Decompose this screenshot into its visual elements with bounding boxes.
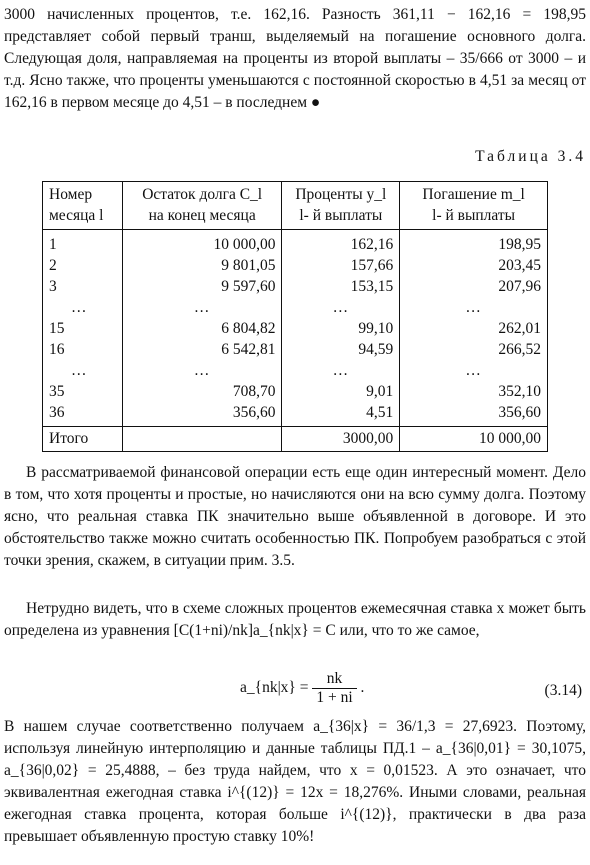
equation-fraction — [312, 670, 356, 707]
paragraph-middle: В рассматриваемой финансовой операции есть еще один интересный момент. Дело в том, что хотя проценты и простые, но начисляются они на всю сумму долга. Поэтому ясно, что реальная ставка ПК значительно выше объявленной в договоре. И это обстоятельство также можно считать особенностью ПК. Попробуем разобраться с этой точки зрения, скажем, в ситуации прим. 3.5. — [4, 464, 586, 569]
paragraph-equation-intro: Нетрудно видеть, что в схеме сложных процентов ежемесячная ставка x может быть определена из уравнения [C(1+ni)/nk]a_{nk|x} = C или, что то же самое, — [4, 600, 586, 639]
paragraph-top: 3000 начисленных процентов, т.е. 162,16. Разность 361,11 − 162,16 = 198,95 представляет собой первый транш, выделяемый на погашение основного долга. Следующая доля, направляемая на проценты из второй выплаты – 35/666 от 3000 – и т.д. Ясно также, что проценты уменьшаются с постоянной скоростью в 4,51 за месяц от 162,16 в первом месяце до 4,51 – в последнем ● — [4, 6, 586, 111]
cell-month: 35 — [43, 381, 123, 402]
header-interest: Проценты y_l — [282, 182, 400, 206]
equation-lhs: a_{nk|x} = — [240, 679, 309, 697]
table-total-row — [43, 427, 548, 452]
cell-ellipsis: … — [122, 297, 282, 318]
cell-balance: 9 801,05 — [122, 255, 282, 276]
cell-repayment: 352,10 — [400, 381, 548, 402]
header-month: Номер — [43, 182, 123, 206]
header-balance-sub: на конец месяца — [122, 205, 282, 230]
cell-balance: 9 597,60 — [122, 276, 282, 297]
cell-ellipsis: … — [282, 297, 400, 318]
table-row — [43, 276, 548, 297]
total-repayment: 10 000,00 — [400, 427, 548, 452]
table-row — [43, 255, 548, 276]
cell-month: 36 — [43, 402, 123, 427]
cell-month: 3 — [43, 276, 123, 297]
cell-interest: 99,10 — [282, 318, 400, 339]
cell-ellipsis: … — [122, 360, 282, 381]
equation-number: (3.14) — [544, 682, 582, 699]
cell-ellipsis: … — [282, 360, 400, 381]
cell-repayment: 207,96 — [400, 276, 548, 297]
cell-interest: 153,15 — [282, 276, 400, 297]
header-month-sub: месяца l — [43, 205, 123, 230]
cell-interest: 94,59 — [282, 339, 400, 360]
table-row — [43, 318, 548, 339]
header-repayment-sub: l- й выплаты — [400, 205, 548, 230]
cell-interest: 157,66 — [282, 255, 400, 276]
cell-balance: 6 804,82 — [122, 318, 282, 339]
cell-repayment: 262,01 — [400, 318, 548, 339]
table-row — [43, 230, 548, 256]
cell-repayment: 266,52 — [400, 339, 548, 360]
cell-ellipsis: … — [43, 360, 123, 381]
cell-ellipsis: … — [43, 297, 123, 318]
equation-denominator: 1 + ni — [316, 689, 353, 706]
cell-month: 1 — [43, 230, 123, 256]
equation-numerator: nk — [312, 670, 356, 689]
amortization-table — [42, 181, 548, 452]
total-label: Итого — [43, 427, 123, 452]
cell-interest: 9,01 — [282, 381, 400, 402]
cell-repayment: 356,60 — [400, 402, 548, 427]
cell-interest: 4,51 — [282, 402, 400, 427]
equation-tail: . — [360, 679, 365, 697]
cell-repayment: 198,95 — [400, 230, 548, 256]
equation-3-14 — [4, 668, 586, 712]
header-balance: Остаток долга C_l — [122, 182, 282, 206]
paragraph-last: В нашем случае соответственно получаем a_{36|x} = 36/1,3 = 27,6923. Поэтому, используя линейную интерполяцию и данные таблицы ПД.1 – a_{36|0,01} = 30,1075, a_{36|0,02} = 25,4888, – без труда найдем, что x = 0,01523. А это означает, что эквивалентная ежегодная ставка i^{(12)} = 12x = 18,276%. Иными словами, реальная ежегодная ставка процента, которая больше i^{(12)}, практически в два раза превышает объявленную простую ставку 10%! — [4, 718, 586, 845]
cell-repayment: 203,45 — [400, 255, 548, 276]
table-row — [43, 402, 548, 427]
cell-interest: 162,16 — [282, 230, 400, 256]
cell-month: 2 — [43, 255, 123, 276]
cell-balance: 356,60 — [122, 402, 282, 427]
cell-ellipsis: … — [400, 297, 548, 318]
table-caption: Таблица 3.4 — [475, 148, 586, 165]
cell-balance: 10 000,00 — [122, 230, 282, 256]
cell-month: 16 — [43, 339, 123, 360]
header-repayment: Погашение m_l — [400, 182, 548, 206]
table-row-ellipsis — [43, 360, 548, 381]
cell-ellipsis: … — [400, 360, 548, 381]
total-interest: 3000,00 — [282, 427, 400, 452]
cell-balance: 708,70 — [122, 381, 282, 402]
table-row — [43, 381, 548, 402]
cell-month: 15 — [43, 318, 123, 339]
total-balance — [122, 427, 282, 452]
cell-balance: 6 542,81 — [122, 339, 282, 360]
table-row-ellipsis — [43, 297, 548, 318]
table-row — [43, 339, 548, 360]
header-interest-sub: l- й выплаты — [282, 205, 400, 230]
